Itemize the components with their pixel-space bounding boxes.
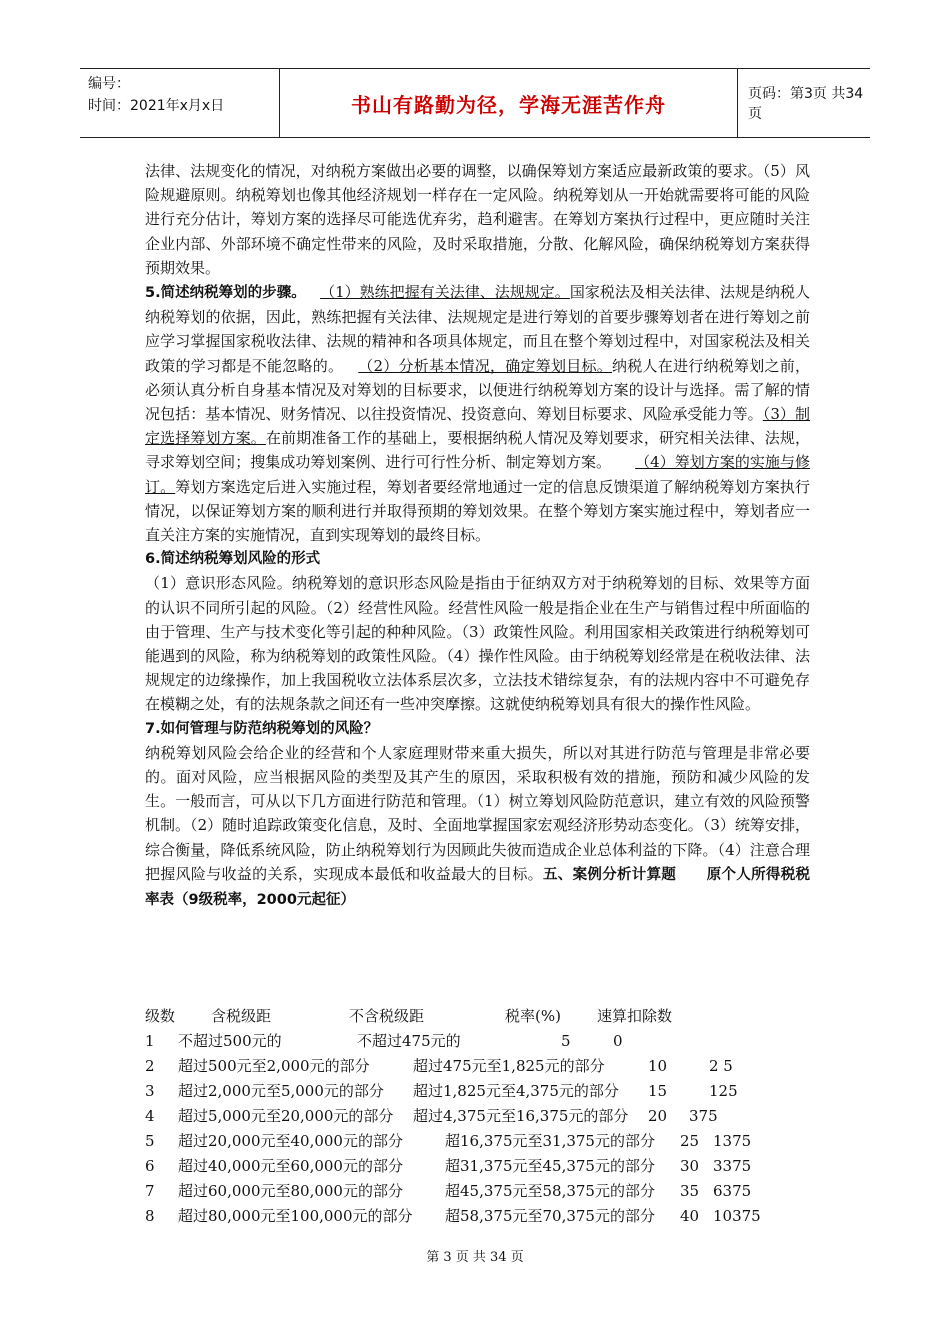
- cell-grade: 1: [145, 1032, 155, 1050]
- cell-grade: 2: [145, 1057, 155, 1075]
- cell-rate: 30: [680, 1157, 700, 1175]
- header-deduction: 速算扣除数: [597, 1007, 673, 1025]
- step-4-heading: （4）筹划方案的实施与修订。: [145, 453, 810, 496]
- step-1-heading: （1）熟练把握有关法律、法规规定。: [320, 283, 570, 302]
- header-motto: 书山有路勤为径，学海无涯苦作舟: [280, 69, 738, 137]
- cell-untaxed-range: 超31,375元至45,375元的部分: [445, 1157, 655, 1175]
- cell-taxed-range: 超过60,000元至80,000元的部分: [178, 1182, 403, 1200]
- cell-untaxed-range: 超58,375元至70,375元的部分: [445, 1207, 655, 1225]
- cell-deduction: 125: [709, 1082, 738, 1100]
- step-2-heading: （2）分析基本情况，确定筹划目标。: [358, 356, 613, 375]
- header-grade: 级数: [145, 1007, 176, 1025]
- cell-rate: 25: [680, 1132, 700, 1150]
- table-row: [145, 1054, 810, 1079]
- cell-grade: 6: [145, 1157, 155, 1175]
- header-untaxed-range: 不含税级距: [349, 1007, 425, 1025]
- question-6-text: （1）意识形态风险。纳税筹划的意识形态风险是指由于征纳双方对于纳税筹划的目标、效果等方面的认识不同所引起的风险。（2）经营性风险。经营性风险一般是指企业在生产与销售过程中所面临的由于管理、生产与技术变化等引起的种种风险。（3）政策性风险。利用国家相关政策进行纳税筹划可能遇到的风险，称为纳税筹划的政策性风险。（4）操作性风险。由于纳税筹划经常是在税收法律、法规规定的边缘操作，加上我国税收立法体系层次多，立法技术错综复杂，有的法规内容中不可避免存在模糊之处，有的法规条款之间还有一些冲突摩擦。这就使纳税筹划具有很大的操作性风险。: [145, 574, 810, 714]
- table-row: [145, 1179, 810, 1204]
- section-5-title: 五、案例分析计算题: [542, 866, 677, 883]
- tax-rate-table: [145, 1004, 810, 1229]
- cell-untaxed-range: 超45,375元至58,375元的部分: [445, 1182, 655, 1200]
- step-3-heading: （3）制定选择筹划方案。: [145, 405, 810, 448]
- step-1-text: 国家税法及相关法律、法规是纳税人纳税筹划的依据，因此，熟练把握有关法律、法规规定是进行筹划的首要步骤筹划者在进行筹划之前应学习掌握国家税收法律、法规的精神和各项具体规定，而且在整个筹划过程中，对国家税法及相关政策的学习都是不能忽略的。: [145, 283, 810, 375]
- cell-taxed-range: 超过5,000元至20,000元的部分: [178, 1107, 394, 1125]
- cell-taxed-range: 不超过500元的: [178, 1032, 282, 1050]
- cell-deduction: 6375: [713, 1182, 752, 1200]
- cell-grade: 8: [145, 1207, 155, 1225]
- cell-deduction: 3375: [713, 1157, 752, 1175]
- paragraph: 法律、法规变化的情况，对纳税方案做出必要的调整，以确保筹划方案适应最新政策的要求。（5）风险规避原则。纳税筹划也像其他经济规划一样存在一定风险。纳税筹划从一开始就需要将可能的风险进行充分估计，筹划方案的选择尽可能选优弃劣，趋利避害。在筹划方案执行过程中，更应随时关注企业内部、外部环境不确定性带来的风险，及时采取措施，分散、化解风险，确保纳税筹划方案获得预期效果。: [145, 162, 810, 277]
- page-footer: 第 3 页 共 34 页: [426, 1250, 524, 1265]
- cell-grade: 5: [145, 1132, 155, 1150]
- table-header-row: [145, 1004, 810, 1029]
- table-row: [145, 1129, 810, 1154]
- question-7: [145, 741, 810, 912]
- cell-untaxed-range: 超过475元至1,825元的部分: [413, 1057, 605, 1075]
- header-rate: 税率(%): [505, 1007, 561, 1025]
- header-date-label: 时间：2021年x月x日: [88, 98, 225, 114]
- cell-untaxed-range: 超过4,375元至16,375元的部分: [413, 1107, 629, 1125]
- cell-untaxed-range: 超16,375元至31,375元的部分: [445, 1132, 655, 1150]
- cell-grade: 7: [145, 1182, 155, 1200]
- page-header: [80, 68, 870, 138]
- cell-taxed-range: 超过20,000元至40,000元的部分: [178, 1132, 403, 1150]
- cell-deduction: 1375: [713, 1132, 752, 1150]
- question-6-title: 6.简述纳税筹划风险的形式: [145, 551, 321, 568]
- cell-rate: 5: [561, 1032, 571, 1050]
- cell-rate: 20: [648, 1107, 668, 1125]
- cell-taxed-range: 超过80,000元至100,000元的部分: [178, 1207, 413, 1225]
- table-row: [145, 1104, 810, 1129]
- header-page-label: 页码：第3页 共34页: [748, 86, 864, 122]
- cell-rate: 35: [680, 1182, 700, 1200]
- cell-rate: 40: [680, 1207, 700, 1225]
- step-3-text: 在前期准备工作的基础上，要根据纳税人情况及筹划要求，研究相关法律、法规，寻求筹划空间；搜集成功筹划案例、进行可行性分析、制定筹划方案。: [145, 429, 810, 472]
- cell-taxed-range: 超过40,000元至60,000元的部分: [178, 1157, 403, 1175]
- cell-rate: 15: [648, 1082, 668, 1100]
- document-body: [145, 159, 810, 912]
- cell-taxed-range: 超过2,000元至5,000元的部分: [178, 1082, 384, 1100]
- question-7-title: 7.如何管理与防范纳税筹划的风险？: [145, 720, 379, 737]
- table-row: [145, 1029, 810, 1054]
- question-5-title: 5.简述纳税筹划的步骤。: [145, 285, 306, 302]
- table-row: [145, 1204, 810, 1229]
- question-5: [145, 280, 810, 547]
- cell-deduction: 375: [689, 1107, 718, 1125]
- question-7-text: 纳税筹划风险会给企业的经营和个人家庭理财带来重大损失，所以对其进行防范与管理是非常必要的。面对风险，应当根据风险的类型及其产生的原因，采取积极有效的措施，预防和减少风险的发生。一般而言，可从以下几方面进行防范和管理。（1）树立筹划风险防范意识，建立有效的风险预警机制。（2）随时追踪政策变化信息，及时、全面地掌握国家宏观经济形势动态变化。（3）统筹安排，综合衡量，降低系统风险，防止纳税筹划行为因顾此失彼而造成企业总体利益的下降。（4）注意合理把握风险与收益的关系，实现成本最低和收益最大的目标。: [145, 743, 810, 883]
- cell-rate: 10: [648, 1057, 668, 1075]
- cell-deduction: 0: [613, 1032, 623, 1050]
- cell-deduction: 10375: [713, 1207, 761, 1225]
- cell-taxed-range: 超过500元至2,000元的部分: [178, 1057, 370, 1075]
- header-number-label: 编号：: [88, 76, 130, 92]
- cell-untaxed-range: 不超过475元的: [357, 1032, 461, 1050]
- table-title: 原个人所得税税率表（9级税率，2000元起征）: [145, 866, 811, 909]
- header-info: [80, 69, 280, 137]
- cell-grade: 4: [145, 1107, 155, 1125]
- header-taxed-range: 含税级距: [211, 1007, 272, 1025]
- table-row: [145, 1079, 810, 1104]
- step-4-text: 筹划方案选定后进入实施过程，筹划者要经常地通过一定的信息反馈渠道了解纳税筹划方案执行情况，以保证筹划方案的顺利进行并取得预期的筹划效果。在整个筹划方案实施过程中，筹划者应一直关注方案的实施情况，直到实现筹划的最终目标。: [145, 477, 810, 545]
- cell-untaxed-range: 超过1,825元至4,375元的部分: [413, 1082, 619, 1100]
- step-2-text: 纳税人在进行纳税筹划之前，必须认真分析自身基本情况及对筹划的目标要求，以便进行纳税筹划方案的设计与选择。需了解的情况包括：基本情况、财务情况、以往投资情况、投资意向、筹划目标要求、风险承受能力等。: [145, 356, 810, 424]
- cell-grade: 3: [145, 1082, 155, 1100]
- cell-deduction: 2 5: [709, 1057, 733, 1075]
- table-row: [145, 1154, 810, 1179]
